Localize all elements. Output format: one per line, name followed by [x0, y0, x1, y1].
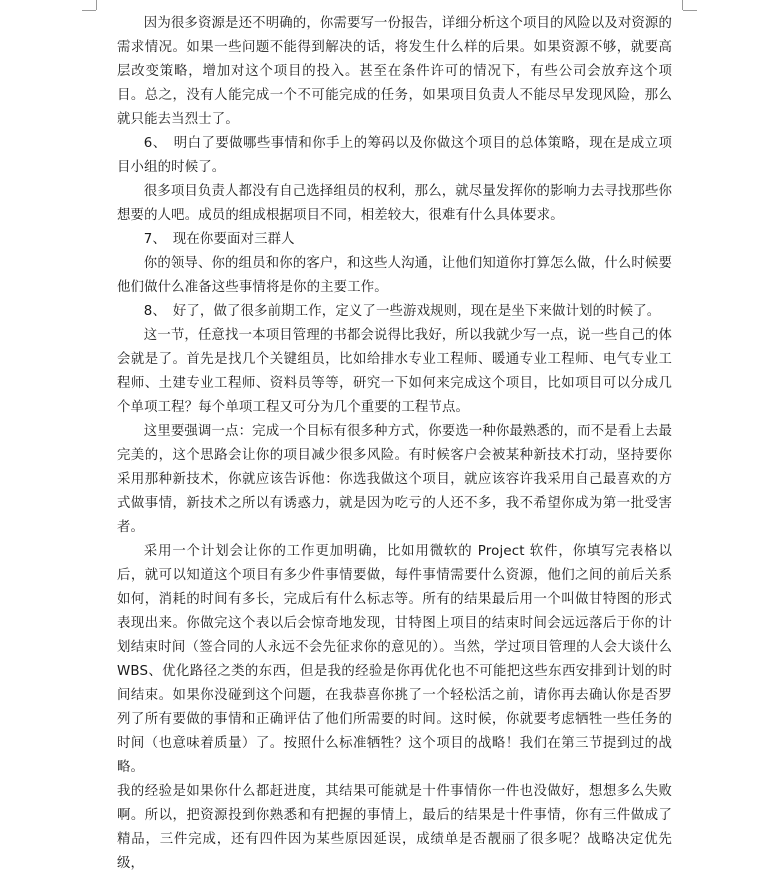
page-corner-mark-right [682, 0, 683, 10]
page-corner-mark-right-h [683, 10, 697, 11]
paragraph-emphasis: 这里要强调一点：完成一个目标有很多种方式，你要选一种你最熟悉的，而不是看上去最完美的，这个思路会让你的项目减少很多风险。有时候客户会被某种新技术打动，坚持要你采用那种新技术，你就应该告诉他：你选我做这个项目，就应该容许我采用自己最喜欢的方式做事情，新技术之所以有诱惑力，就是因为吃亏的人还不多，我不希望你成为第一批受害者。 [117, 424, 672, 535]
list-item-7: 7、 现在你要面对三群人 [143, 232, 295, 247]
paragraph-team-selection: 很多项目负责人都没有自己选择组员的权利，那么，就尽量发挥你的影响力去寻找那些你想要的人吧。成员的组成根据项目不同，相差较大，很难有什么具体要求。 [117, 184, 672, 223]
paragraph-risk-report: 因为很多资源是还不明确的，你需要写一份报告，详细分析这个项目的风险以及对资源的需求情况。如果一些问题不能得到解决的话，将发生什么样的后果。如果资源不够，就要高层改变策略，增加对这个项目的投入。甚至在条件许可的情况下，有些公司会放弃这个项目。总之，没有人能完成一个不可能完成的任务，如果项目负责人不能尽早发现风险，那么就只能去当烈士了。 [117, 16, 672, 127]
paragraph-experience: 我的经验是如果你什么都赶进度，其结果可能就是十件事情你一件也没做好，想想多么失败啊。所以，把资源投到你熟悉和有把握的事情上，最后的结果是十件事情，你有三件做成了精品，三件完成，还有四件因为某些原因延误，成绩单是否靓丽了很多呢？战略决定优先级， [117, 784, 672, 871]
list-item-8: 8、 好了，做了很多前期工作，定义了一些游戏规则，现在是坐下来做计划的时候了。 [143, 304, 661, 319]
document-page [117, 12, 672, 876]
paragraph-communication: 你的领导、你的组员和你的客户，和这些人沟通，让他们知道你打算怎么做，什么时候要他们做什么准备这些事情将是你的主要工作。 [117, 256, 672, 295]
paragraph-planning: 这一节，任意找一本项目管理的书都会说得比我好，所以我就少写一点，说一些自己的体会就是了。首先是找几个关键组员，比如给排水专业工程师、暖通专业工程师、电气专业工程师、土建专业工程师、资料员等等，研究一下如何来完成这个项目，比如项目可以分成几个单项工程？每个单项工程又可分为几个重要的工程节点。 [117, 328, 672, 415]
page-corner-mark-left-h [82, 10, 96, 11]
list-item-6: 6、 明白了要做哪些事情和你手上的筹码以及你做这个项目的总体策略，现在是成立项目小组的时候了。 [117, 136, 672, 175]
paragraph-project-software: 采用一个计划会让你的工作更加明确，比如用微软的 Project 软件，你填写完表格以后，就可以知道这个项目有多少件事情要做，每件事情需要什么资源，他们之间的前后关系如何，消耗的时间有多长，完成后有什么标志等。所有的结果最后用一个叫做甘特图的形式表现出来。你做完这个表以后会惊奇地发现，甘特图上项目的结束时间会远远落后于你的计划结束时间（签合同的人永远不会先征求你的意见的）。当然，学过项目管理的人会大谈什么 WBS、优化路径之类的东西，但是我的经验是你再优化也不可能把这些东西安排到计划的时间结束。如果你没碰到这个问题，在我恭喜你挑了一个轻松活之前，请你再去确认你是否罗列了所有要做的事情和正确评估了他们所需要的时间。这时候，你就要考虑牺牲一些任务的时间（也意味着质量）了。按照什么标准牺牲？这个项目的战略！我们在第三节提到过的战略。 [117, 544, 672, 775]
page-corner-mark-left [96, 0, 97, 10]
